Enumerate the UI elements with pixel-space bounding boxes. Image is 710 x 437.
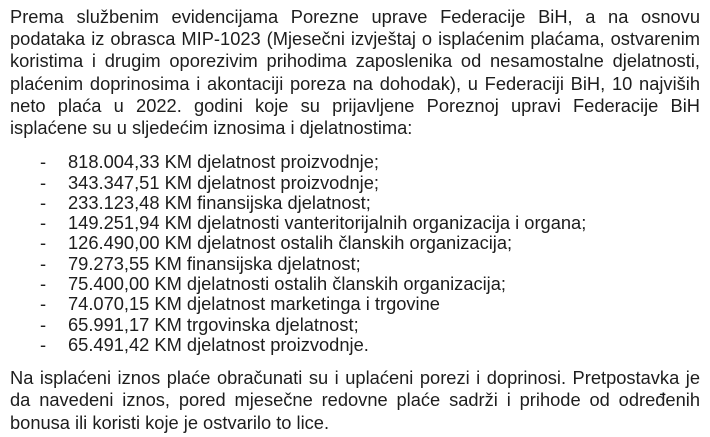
list-item-text: 75.400,00 KM djelatnosti ostalih članskih organizacija; [68,273,506,294]
list-item-text: 65.991,17 KM trgovinska djelatnost; [68,313,359,335]
list-item [10,213,700,233]
list-item-dash: - [40,212,47,234]
list-item-dash: - [40,191,47,213]
list-item [10,274,700,294]
list-item-dash: - [40,273,47,294]
list-item-dash: - [40,293,47,315]
list-item [10,152,700,172]
list-item [10,335,700,355]
list-item-dash: - [40,151,47,173]
list-item-text: 79.273,55 KM finansijska djelatnost; [68,252,361,274]
list-item-dash: - [40,232,47,254]
list-item [10,294,700,314]
list-item-dash: - [40,333,47,355]
list-item-text: 818.004,33 KM djelatnost proizvodnje; [68,151,379,173]
list-item-dash: - [40,252,47,274]
list-item [10,193,700,213]
list-item [10,173,700,193]
list-item-text: 65.491,42 KM djelatnost proizvodnje. [68,333,369,355]
list-item-text: 233.123,48 KM finansijska djelatnost; [68,191,371,213]
list-item [10,233,700,253]
list-item-text: 126.490,00 KM djelatnost ostalih članskih organizacija; [68,232,513,254]
list-item-text: 343.347,51 KM djelatnost proizvodnje; [68,171,379,193]
list-item [10,315,700,335]
list-item-text: 149.251,94 KM djelatnosti vanteritorijalnih organizacija i organa; [68,212,587,234]
intro-paragraph: Prema službenim evidencijama Porezne uprave Federacije BiH, a na osnovu podataka iz obrasca MIP-1023 (Mjesečni izvještaj o isplaćenim plaćama, ostvarenim koristima i drugim oporezivim prihodima zaposlenika od nesamostalne djelatnosti, plaćenim doprinosima i akontaciji poreza na dohodak), u Federaciji BiH, 10 najviših neto plaća u 2022. godini koje su prijavljene Poreznoj upravi Federacije BiH isplaćene su u sljedećim iznosima i djelatnostima: [10,6,700,139]
list-item [10,254,700,274]
list-item-text: 74.070,15 KM djelatnost marketinga i trgovine [68,293,440,315]
salary-list [10,152,700,355]
list-item-dash: - [40,313,47,335]
list-item-dash: - [40,171,47,193]
closing-paragraph: Na isplaćeni iznos plaće obračunati su i uplaćeni porezi i doprinosi. Pretpostavka je da navedeni iznos, pored mjesečne redovne plaće sadrži i prihode od određenih bonusa ili koristi koje je ostvarilo to lice. [10,367,700,433]
